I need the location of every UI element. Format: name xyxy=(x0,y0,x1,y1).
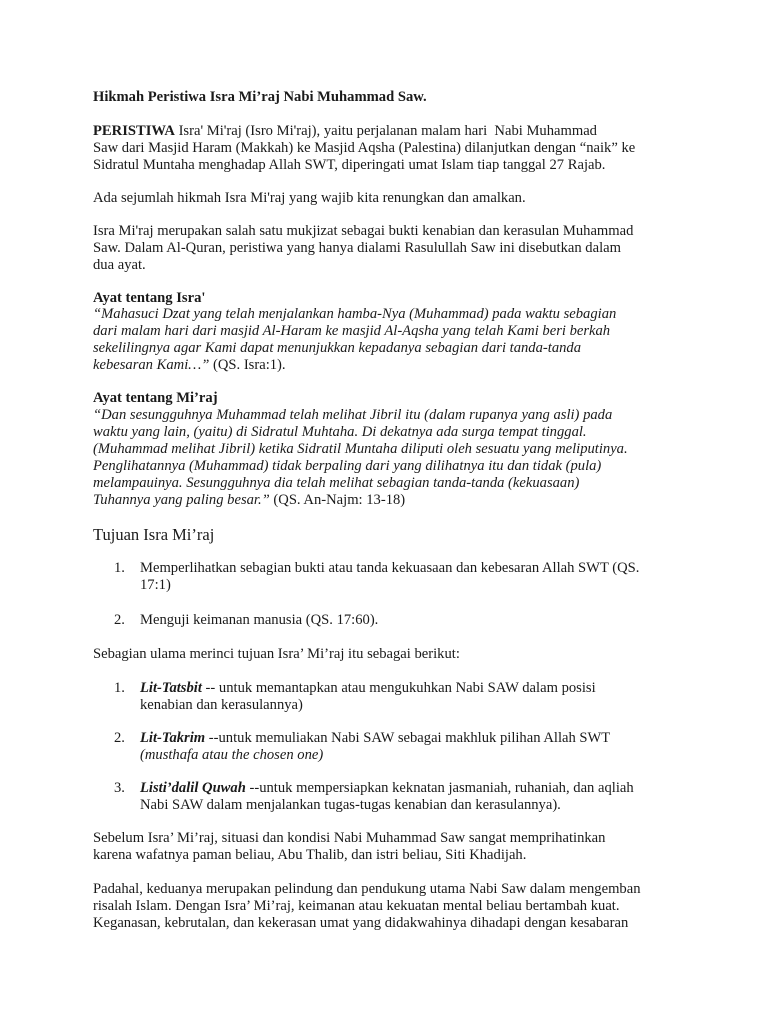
ulama-item-3-text: --untuk mempersiapkan keknatan jasmaniah, ruhaniah, dan aqliah Nabi SAW dalam menjalankan tugas-tugas kenabian dan kerasulannya). xyxy=(140,780,634,813)
ulama-item-2-text: --untuk memuliakan Nabi SAW sebagai makhluk pilihan Allah SWT xyxy=(208,730,611,746)
tujuan-item-2-number: 2. xyxy=(114,612,125,628)
ulama-item-3-term: Listi’dalil Quwah xyxy=(140,780,246,796)
padahal-paragraph: Padahal, keduanya merupakan pelindung dan pendukung utama Nabi Saw dalam mengemban risalah Islam. Dengan Isra’ Mi’raj, keimanan atau kekuatan mental beliau bertambah kuat. Keganasan, kebrutalan, dan kekerasan umat yang didakwahinya dihadapi dengan kesabaran xyxy=(93,881,641,931)
tujuan-item-1-text: Memperlihatkan sebagian bukti atau tanda kekuasaan dan kebesaran Allah SWT (QS. 17:1) xyxy=(140,560,640,593)
ulama-item-3-number: 3. xyxy=(114,780,125,796)
ayat-miraj-paragraph xyxy=(93,407,628,509)
ulama-item-2-term: Lit-Takrim xyxy=(140,730,206,746)
ulama-item-1 xyxy=(140,680,596,714)
intro-lead: PERISTIWA xyxy=(93,123,175,139)
ulama-item-3 xyxy=(140,780,634,814)
ayat-isra-paragraph xyxy=(93,306,616,374)
mukjizat-paragraph: Isra Mi'raj merupakan salah satu mukjizat sebagai bukti kenabian dan kerasulan Muhammad Saw. Dalam Al-Quran, peristiwa yang hanya dialami Rasulullah Saw ini disebutkan dalam dua ayat. xyxy=(93,223,634,273)
ulama-intro-paragraph: Sebagian ulama merinci tujuan Isra’ Mi’raj itu sebagai berikut: xyxy=(93,646,460,662)
ayat-isra-quote: “Mahasuci Dzat yang telah menjalankan hamba-Nya (Muhammad) pada waktu sebagian dari malam hari dari masjid Al-Haram ke masjid Al-Aqsha yang telah Kami beri berkah sekelilingnya agar Kami dapat menunjukkan kepadanya sebagian dari tanda-tanda kebesaran Kami…” xyxy=(93,306,617,373)
tujuan-item-2-text: Menguji keimanan manusia (QS. 17:60). xyxy=(140,612,379,628)
ulama-item-1-number: 1. xyxy=(114,680,125,696)
hikmah-paragraph: Ada sejumlah hikmah Isra Mi'raj yang wajib kita renungkan dan amalkan. xyxy=(93,190,526,206)
document-title: Hikmah Peristiwa Isra Mi’raj Nabi Muhammad Saw. xyxy=(93,89,427,105)
ulama-item-2-note: (musthafa atau the chosen one) xyxy=(140,747,324,763)
sebelum-paragraph: Sebelum Isra’ Mi’raj, situasi dan kondisi Nabi Muhammad Saw sangat memprihatinkan karena wafatnya paman beliau, Abu Thalib, dan istri beliau, Siti Khadijah. xyxy=(93,830,606,863)
ulama-item-1-text: -- untuk memantapkan atau mengukuhkan Nabi SAW dalam posisi kenabian dan kerasulannya) xyxy=(140,680,596,713)
ayat-miraj-heading: Ayat tentang Mi’raj xyxy=(93,390,218,406)
tujuan-heading: Tujuan Isra Mi’raj xyxy=(93,525,215,544)
ulama-item-2 xyxy=(140,730,610,764)
intro-paragraph xyxy=(93,123,635,174)
ayat-isra-ref: (QS. Isra:1). xyxy=(209,357,286,373)
intro-text: Isra' Mi'raj (Isro Mi'raj), yaitu perjalanan malam hari Nabi Muhammad Saw dari Masjid Haram (Makkah) ke Masjid Aqsha (Palestina) dilanjutkan dengan “naik” ke Sidratul Muntaha menghadap Allah SWT, diperingati umat Islam tiap tanggal 27 Rajab. xyxy=(93,123,636,173)
ulama-item-2-number: 2. xyxy=(114,730,125,746)
ulama-item-1-term: Lit-Tatsbit xyxy=(140,680,202,696)
ayat-miraj-ref: (QS. An-Najm: 13-18) xyxy=(269,492,406,508)
ayat-isra-heading: Ayat tentang Isra' xyxy=(93,290,206,306)
tujuan-item-1-number: 1. xyxy=(114,560,125,576)
ayat-miraj-quote: “Dan sesungguhnya Muhammad telah melihat Jibril itu (dalam rupanya yang asli) pada waktu yang lain, (yaitu) di Sidratul Muhtaha. Di dekatnya ada surga tempat tinggal. (Muhammad melihat Jibril) ketika Sidratil Muntaha diliputi oleh sesuatu yang meliputinya. Penglihatannya (Muhammad) tidak berpaling dari yang dilihatnya itu dan tidak (pula) melampauinya. Sesungguhnya dia telah melihat sebagian tanda-tanda (kekuasaan) Tuhannya yang paling besar.” xyxy=(93,407,628,508)
